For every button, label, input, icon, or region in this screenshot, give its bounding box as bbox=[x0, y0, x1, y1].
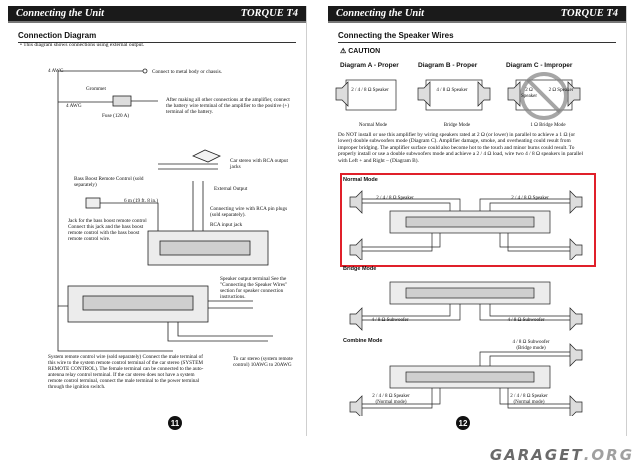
label-battery: After making all other connections at the amplifier, connect the battery wire terminal of the amplifier to the positive (+) terminal of the battery. bbox=[166, 97, 290, 115]
diagram-b-speaker: 4 / 8 Ω Speaker bbox=[436, 88, 468, 93]
watermark-suffix: .ORG bbox=[583, 446, 634, 464]
left-section-title: Connection Diagram bbox=[18, 31, 97, 40]
warning-icon: ⚠ bbox=[340, 48, 349, 55]
label-jack-note: Jack for the bass boost remote control Connect this jack and the bass boost remote control with the bass boost remote control wire. bbox=[68, 218, 147, 242]
right-page-number: 12 bbox=[456, 416, 470, 430]
diagram-b-caption: Bridge Mode bbox=[443, 123, 471, 128]
label-bass-boost: Bass Boost Remote Control (sold separately) bbox=[74, 176, 144, 188]
right-header-section: Connecting the Unit bbox=[336, 8, 425, 19]
bridge-speaker-left: 4 / 8 Ω Subwoofer bbox=[371, 318, 409, 323]
label-grommet: Grommet bbox=[86, 86, 106, 92]
left-page-number: 11 bbox=[168, 416, 182, 430]
combine-mode-title: Combine Mode bbox=[343, 338, 383, 344]
combine-speaker-left: 2 / 4 / 8 Ω Speaker (Normal mode) bbox=[372, 394, 410, 405]
label-4awg-top: 4 AWG bbox=[48, 68, 64, 74]
diagram-c-title: Diagram C - Improper bbox=[506, 62, 573, 69]
normal-speaker-right: 2 / 4 / 8 Ω Speaker bbox=[511, 196, 549, 201]
diagram-a-caption: Normal Mode bbox=[358, 123, 388, 128]
watermark-main: GARAGET bbox=[489, 446, 584, 464]
bridge-mode-title: Bridge Mode bbox=[343, 266, 377, 272]
bridge-speaker-right: 4 / 8 Ω Subwoofer bbox=[507, 318, 545, 323]
label-cable-length: 6 m (19 ft. 8 in.) bbox=[124, 198, 159, 204]
caution-heading bbox=[340, 47, 380, 55]
diagram-c-speaker-b: 2 Ω Speaker bbox=[548, 88, 574, 93]
label-speaker-output: Speaker output terminal See the "Connecting the Speaker Wires" section for speaker connection instructions. bbox=[220, 276, 288, 300]
left-header-section: Connecting the Unit bbox=[16, 8, 105, 19]
diagram-a-title: Diagram A - Proper bbox=[340, 62, 399, 69]
right-header bbox=[328, 6, 626, 23]
label-fuse: Fuse (120 A) bbox=[102, 113, 130, 119]
label-rca-wire: Connecting wire with RCA pin plugs (sold separately). bbox=[210, 206, 288, 218]
diagram-c-caption: 1 Ω Bridge Mode bbox=[530, 123, 566, 128]
label-remote-wire: System remote control wire (sold separately) Connect the male terminal of this wire to the system remote control terminal of the car stereo (SYSTEM REMOTE CONTROL). The female terminal can be connected to the auto-antenna relay control terminal. If the car stereo does not have a system remote control terminal, connect the male terminal to the power terminal through the ignition switch. bbox=[48, 354, 204, 390]
normal-mode-title: Normal Mode bbox=[343, 177, 378, 183]
diagram-b-title: Diagram B - Proper bbox=[418, 62, 478, 69]
right-header-model: TORQUE T4 bbox=[560, 8, 618, 19]
left-page bbox=[8, 6, 307, 436]
left-header-model: TORQUE T4 bbox=[240, 8, 298, 19]
label-to-stereo: To car stereo (system remote control) 10AWG to 20AWG bbox=[233, 356, 293, 368]
label-chassis: Connect to metal body or chassis. bbox=[152, 69, 223, 75]
label-rca-input: RCA input jack bbox=[210, 222, 243, 228]
label-4awg-mid: 4 AWG bbox=[66, 103, 82, 109]
label-external-output: External Output bbox=[214, 186, 248, 192]
caution-paragraph: Do NOT install or use this amplifier by wiring speakers rated at 2 Ω (or lower) in parallel to achieve a 1 Ω (or lower) double subwoofers mode (Diagram C). Amplifier damage, smoke, and overheating could result from improper bridging. The amplifier surface could also become hot to the touch and minor burns could result. To properly install or use a double subwoofers mode and achieve a 2 / 4 Ω load, wire two 4 / 8 Ω speakers in parallel with Left + and Right – (Diagram B). bbox=[338, 132, 583, 164]
diagram-a-speaker: 2 / 4 / 8 Ω Speaker bbox=[351, 88, 389, 93]
right-section-title: Connecting the Speaker Wires bbox=[338, 31, 454, 40]
right-title-rule bbox=[338, 42, 616, 43]
normal-speaker-left: 2 / 4 / 8 Ω Speaker bbox=[376, 196, 414, 201]
combine-speaker-right: 2 / 4 / 8 Ω Speaker (Normal mode) bbox=[510, 394, 548, 405]
diagram-c-speaker-a: 2 Ω Speaker bbox=[520, 88, 538, 99]
watermark-logo bbox=[490, 446, 634, 464]
combine-subwoofer: 4 / 8 Ω Subwoofer (Bridge mode) bbox=[512, 340, 550, 351]
bridge-mode-diagram bbox=[340, 272, 592, 334]
caution-label: CAUTION bbox=[348, 48, 381, 55]
label-car-stereo-rca: Car stereo with RCA output jacks bbox=[230, 158, 288, 170]
left-bullet: • This diagram shows connections using external output. bbox=[20, 42, 145, 48]
